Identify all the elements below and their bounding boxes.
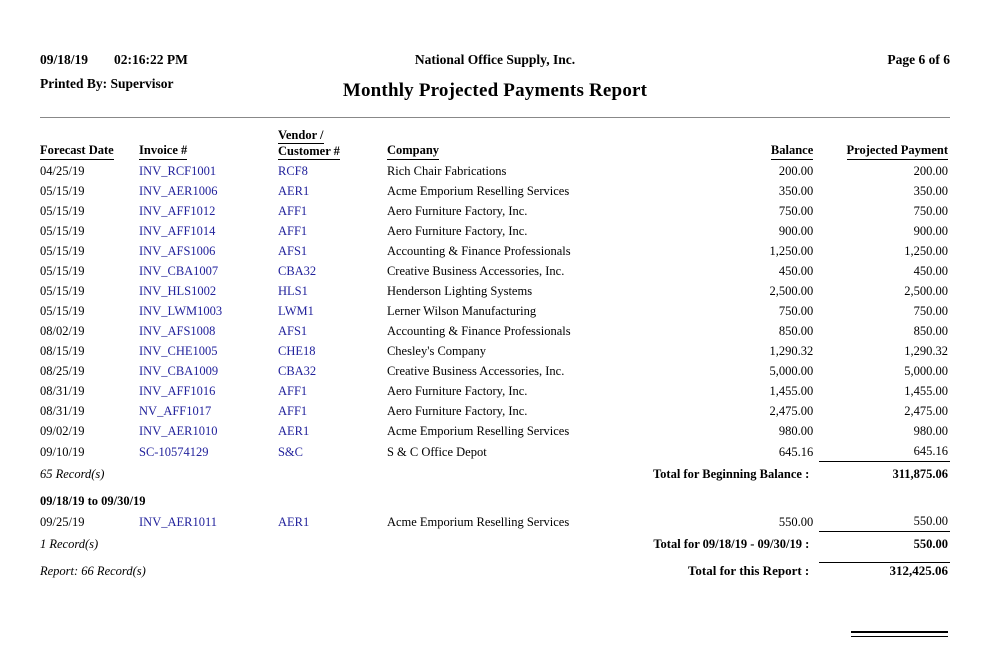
cell-customer-link[interactable]: AFF1 <box>277 404 308 418</box>
col-balance: Balance <box>685 128 819 161</box>
table-row <box>40 401 950 421</box>
cell-projected: 1,455.00 <box>904 384 948 398</box>
cell-projected: 350.00 <box>913 184 948 198</box>
page-title: Monthly Projected Payments Report <box>342 79 648 101</box>
cell-balance: 450.00 <box>778 264 814 278</box>
report-total-row <box>40 563 950 580</box>
cell-customer-link[interactable]: AFF1 <box>277 204 308 218</box>
cell-projected: 2,500.00 <box>904 284 948 298</box>
cell-invoice-link[interactable]: INV_AFF1012 <box>139 204 216 218</box>
cell-balance: 2,500.00 <box>769 284 814 298</box>
cell-projected: 645.16 <box>913 444 948 458</box>
cell-balance: 750.00 <box>778 304 814 318</box>
table-row <box>40 341 950 361</box>
table-body <box>40 161 950 579</box>
cell-invoice-link[interactable]: INV_AER1006 <box>139 184 218 198</box>
cell-invoice-link[interactable]: NV_AFF1017 <box>139 404 212 418</box>
cell-date: 08/02/19 <box>40 324 85 338</box>
table-row <box>40 381 950 401</box>
cell-company: Aero Furniture Factory, Inc. <box>386 384 528 398</box>
cell-customer-link[interactable]: CHE18 <box>277 344 316 358</box>
cell-date: 05/15/19 <box>40 304 85 318</box>
cell-projected: 450.00 <box>913 264 948 278</box>
cell-company: Henderson Lighting Systems <box>386 284 533 298</box>
cell-balance: 200.00 <box>778 164 814 178</box>
cell-projected: 980.00 <box>913 424 948 438</box>
table-row <box>40 301 950 321</box>
cell-invoice-link[interactable]: SC-10574129 <box>139 444 209 459</box>
cell-date: 08/25/19 <box>40 364 85 378</box>
total-value: 311,875.06 <box>819 462 950 483</box>
cell-company: Acme Emporium Reselling Services <box>386 514 570 529</box>
cell-invoice-link[interactable]: INV_CBA1007 <box>139 264 219 278</box>
cell-projected: 5,000.00 <box>904 364 948 378</box>
table-row <box>40 201 950 221</box>
cell-invoice-link[interactable]: INV_AFF1014 <box>139 224 216 238</box>
cell-date: 08/31/19 <box>40 404 85 418</box>
cell-balance: 1,250.00 <box>769 244 814 258</box>
report-date: 09/18/19 <box>40 52 89 67</box>
grand-total-rule-top <box>851 631 948 633</box>
table-row <box>40 421 950 441</box>
group-header-row <box>40 482 950 511</box>
cell-customer-link[interactable]: AFS1 <box>277 244 308 258</box>
cell-company: Accounting & Finance Professionals <box>386 324 571 338</box>
page-number: Page 6 of 6 <box>887 52 950 67</box>
cell-date: 08/15/19 <box>40 344 85 358</box>
cell-customer-link[interactable]: AFF1 <box>277 224 308 238</box>
total-value: 550.00 <box>819 532 950 553</box>
total-label: Total for 09/18/19 - 09/30/19 : <box>653 537 810 551</box>
total-label: Total for Beginning Balance : <box>652 467 810 481</box>
cell-balance: 850.00 <box>778 324 814 338</box>
report-table <box>40 128 950 579</box>
table-row <box>40 441 950 462</box>
col-vendor-customer: Vendor / Customer # <box>277 128 340 158</box>
cell-customer-link[interactable]: AER1 <box>277 424 310 438</box>
cell-date: 04/25/19 <box>40 164 85 178</box>
company-name: National Office Supply, Inc. <box>414 52 576 67</box>
cell-invoice-link[interactable]: INV_CHE1005 <box>139 344 218 358</box>
cell-customer-link[interactable]: AFS1 <box>277 324 308 338</box>
cell-customer-link[interactable]: CBA32 <box>277 364 317 378</box>
cell-balance: 900.00 <box>778 224 814 238</box>
cell-company: Aero Furniture Factory, Inc. <box>386 204 528 218</box>
cell-company: Rich Chair Fabrications <box>386 164 507 178</box>
cell-invoice-link[interactable]: INV_RCF1001 <box>139 164 217 178</box>
cell-invoice-link[interactable]: INV_AFS1008 <box>139 324 216 338</box>
cell-invoice-link[interactable]: INV_CBA1009 <box>139 364 219 378</box>
cell-projected: 750.00 <box>913 304 948 318</box>
cell-invoice-link[interactable]: INV_AER1010 <box>139 424 218 438</box>
table-row <box>40 241 950 261</box>
col-company: Company <box>387 128 685 161</box>
printed-by: Printed By: Supervisor <box>40 75 174 91</box>
cell-balance: 980.00 <box>778 424 814 438</box>
report-total-label: Total for this Report : <box>687 563 810 578</box>
table-row <box>40 261 950 281</box>
cell-company: Acme Emporium Reselling Services <box>386 424 570 438</box>
cell-company: Creative Business Accessories, Inc. <box>386 264 565 278</box>
col-projected-payment: Projected Payment <box>819 128 950 161</box>
cell-balance: 1,290.32 <box>769 344 814 358</box>
cell-balance: 645.16 <box>778 444 814 459</box>
cell-balance: 5,000.00 <box>769 364 814 378</box>
cell-company: Creative Business Accessories, Inc. <box>386 364 565 378</box>
cell-customer-link[interactable]: AER1 <box>277 184 310 198</box>
cell-date: 05/15/19 <box>40 204 85 218</box>
grand-total-rule-bottom <box>851 636 948 637</box>
cell-invoice-link[interactable]: INV_AFS1006 <box>139 244 216 258</box>
cell-invoice-link[interactable]: INV_AFF1016 <box>139 384 216 398</box>
table-row <box>40 361 950 381</box>
cell-balance: 2,475.00 <box>769 404 814 418</box>
header-center <box>340 50 650 104</box>
report-header <box>40 50 950 104</box>
spacer <box>40 552 950 563</box>
cell-projected: 2,475.00 <box>904 404 948 418</box>
cell-invoice-link[interactable]: INV_LWM1003 <box>139 304 223 318</box>
cell-date: 09/02/19 <box>40 424 85 438</box>
cell-balance: 550.00 <box>778 514 814 529</box>
group-label: 09/18/19 to 09/30/19 <box>40 494 146 508</box>
cell-company: Accounting & Finance Professionals <box>386 244 571 258</box>
cell-company: S & C Office Depot <box>386 444 487 459</box>
record-count: 1 Record(s) <box>40 537 99 551</box>
cell-customer-link[interactable]: RCF8 <box>277 164 308 178</box>
cell-projected: 900.00 <box>913 224 948 238</box>
cell-customer-link[interactable]: S&C <box>277 444 303 459</box>
table-header <box>40 128 950 161</box>
table-row <box>40 221 950 241</box>
cell-date: 05/15/19 <box>40 264 85 278</box>
cell-balance: 750.00 <box>778 204 814 218</box>
cell-company: Aero Furniture Factory, Inc. <box>386 404 528 418</box>
cell-company: Aero Furniture Factory, Inc. <box>386 224 528 238</box>
cell-projected: 200.00 <box>913 164 948 178</box>
cell-balance: 1,455.00 <box>769 384 814 398</box>
cell-invoice-link[interactable]: INV_AER1011 <box>139 514 218 529</box>
cell-company: Lerner Wilson Manufacturing <box>386 304 537 318</box>
beginning-balance-total-row <box>40 462 950 483</box>
cell-date: 09/25/19 <box>40 514 85 529</box>
cell-date: 05/15/19 <box>40 284 85 298</box>
cell-balance: 350.00 <box>778 184 814 198</box>
table-row <box>40 161 950 181</box>
cell-projected: 750.00 <box>913 204 948 218</box>
cell-customer-link[interactable]: CBA32 <box>277 264 317 278</box>
cell-company: Acme Emporium Reselling Services <box>386 184 570 198</box>
cell-date: 05/15/19 <box>40 224 85 238</box>
table-row <box>40 281 950 301</box>
report-total-value: 312,425.06 <box>819 563 950 580</box>
cell-projected: 1,290.32 <box>904 344 948 358</box>
cell-date: 08/31/19 <box>40 384 85 398</box>
cell-projected: 1,250.00 <box>904 244 948 258</box>
cell-customer-link[interactable]: AFF1 <box>277 384 308 398</box>
header-divider <box>40 117 950 118</box>
record-count: 65 Record(s) <box>40 467 105 481</box>
cell-projected: 850.00 <box>913 324 948 338</box>
col-forecast-date: Forecast Date <box>40 128 139 161</box>
cell-company: Chesley's Company <box>386 344 487 358</box>
cell-customer-link[interactable]: LWM1 <box>277 304 314 318</box>
group-total-row <box>40 532 950 553</box>
cell-date: 05/15/19 <box>40 244 85 258</box>
report-time: 02:16:22 PM <box>114 52 188 67</box>
table-row <box>40 511 950 532</box>
report-record-count: Report: 66 Record(s) <box>40 564 146 578</box>
table-row <box>40 181 950 201</box>
table-row <box>40 321 950 341</box>
cell-customer-link[interactable]: HLS1 <box>277 284 308 298</box>
cell-date: 05/15/19 <box>40 184 85 198</box>
header-left <box>40 50 340 93</box>
col-invoice: Invoice # <box>139 128 278 161</box>
cell-invoice-link[interactable]: INV_HLS1002 <box>139 284 217 298</box>
cell-date: 09/10/19 <box>40 444 85 459</box>
cell-projected: 550.00 <box>913 514 948 528</box>
cell-customer-link[interactable]: AER1 <box>277 514 310 529</box>
